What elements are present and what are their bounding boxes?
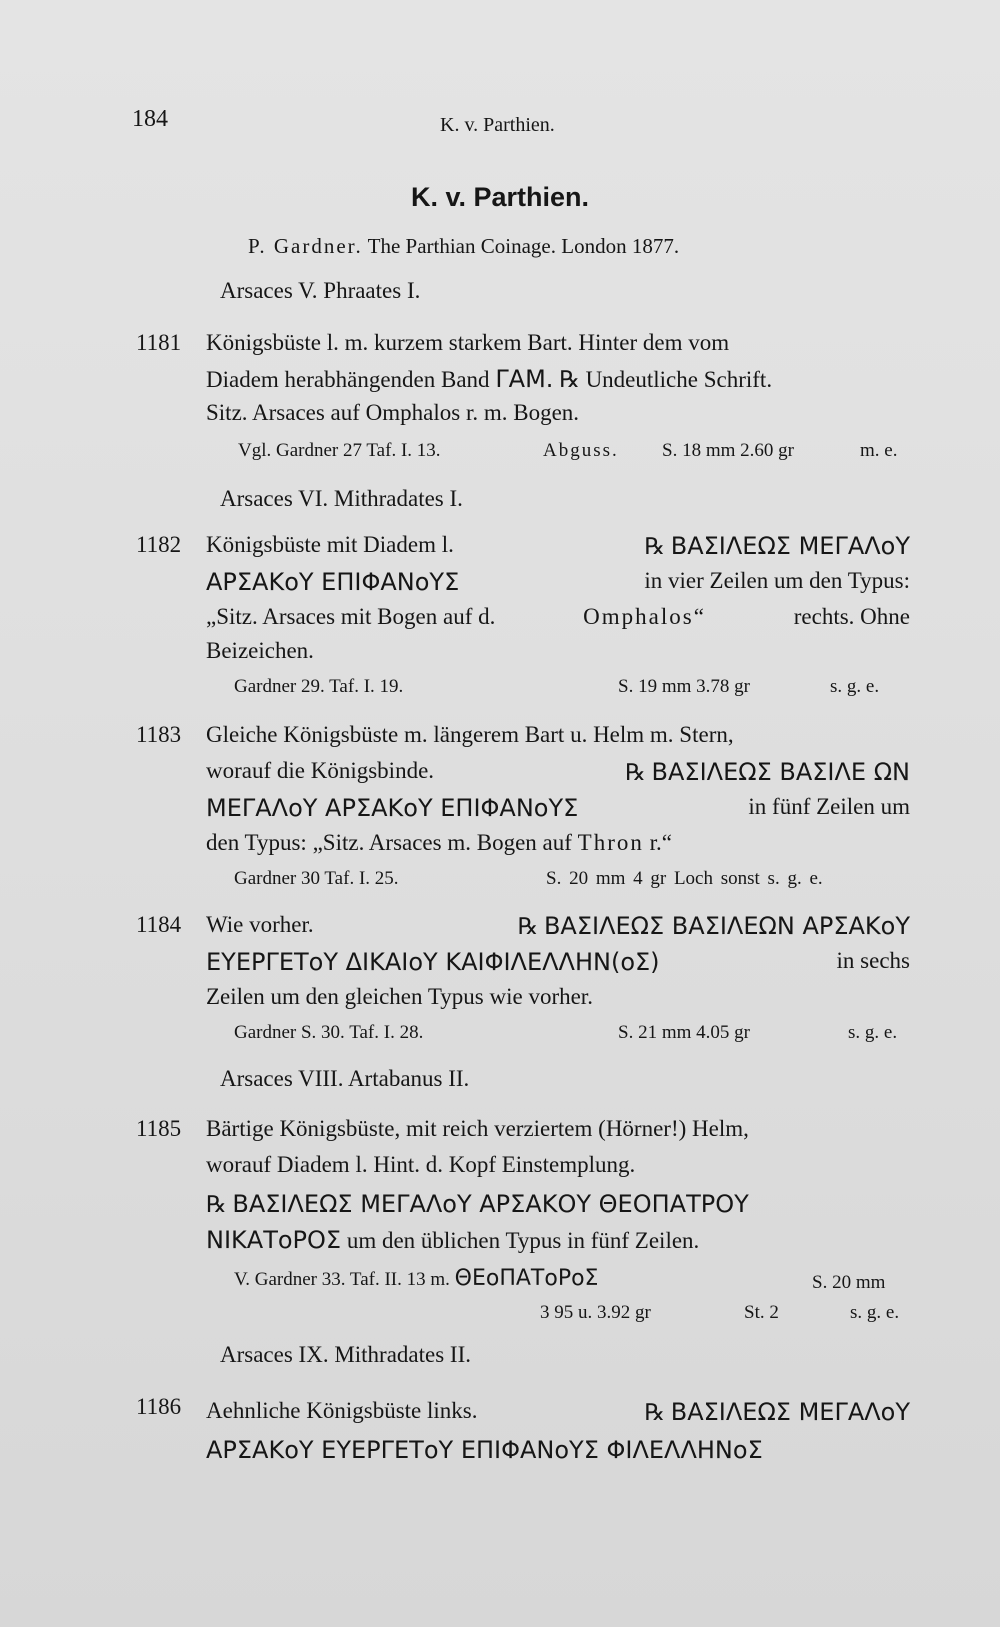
entry-1185-measure: S. 20 mm bbox=[812, 1272, 886, 1293]
entry-1185-grade: s. g. e. bbox=[850, 1302, 900, 1323]
entry-1184-grade: s. g. e. bbox=[848, 1022, 898, 1043]
entry-1182-greek-legend: ΑΡΣΑΚοΥ ΕΠΙΦΑΝοΥΣ bbox=[206, 568, 460, 596]
entry-1183-text: in fünf Zeilen um bbox=[748, 794, 910, 819]
entry-1185-footnote-text: V. Gardner 33. Taf. II. 13 m. bbox=[234, 1269, 450, 1290]
entry-1185-line-1: Bärtige Königsbüste, mit reich verziertem (Hörner!) Helm, bbox=[206, 1116, 749, 1141]
entry-1182-text: in vier Zeilen um den Typus: bbox=[644, 568, 910, 593]
entry-number-1182: 1182 bbox=[136, 532, 182, 557]
entry-1181-grade: m. e. bbox=[860, 440, 898, 461]
recipe-symbol: ℞ bbox=[644, 534, 665, 560]
entry-1183-line-2 bbox=[206, 758, 910, 786]
running-head: K. v. Parthien. bbox=[440, 114, 555, 136]
entry-1182-line-4: Beizeichen. bbox=[206, 638, 314, 663]
section-heading-arsaces-viii: Arsaces VIII. Artabanus II. bbox=[220, 1066, 470, 1091]
entry-1181-greek-legend: ΓΑΜ. bbox=[495, 365, 554, 393]
section-heading-arsaces-v: Arsaces V. Phraates I. bbox=[220, 278, 421, 303]
section-heading-arsaces-vi: Arsaces VI. Mithradates I. bbox=[220, 486, 463, 511]
entry-1184-text: in sechs bbox=[836, 948, 910, 973]
entry-1185-line-2: worauf Diadem l. Hint. d. Kopf Einstemplung. bbox=[206, 1152, 636, 1177]
entry-number-1186: 1186 bbox=[136, 1394, 182, 1419]
entry-1183-line-4 bbox=[206, 830, 672, 856]
entry-1186-line-2 bbox=[206, 1436, 763, 1464]
entry-1184-line-3: Zeilen um den gleichen Typus wie vorher. bbox=[206, 984, 593, 1009]
entry-1181-line-2 bbox=[206, 365, 772, 393]
page-number: 184 bbox=[132, 106, 168, 132]
entry-number-1184: 1184 bbox=[136, 912, 182, 937]
entry-1184-greek-legend: ΕΥΕΡΓΕΤοΥ ΔΙΚΑΙοΥ ΚΑΙΦΙΛΕΛΛΗΝ(οΣ) bbox=[206, 948, 660, 976]
entry-1182-greek-legend: ΒΑΣΙΛΕΩΣ ΜΕΓΑΛοΥ bbox=[670, 532, 910, 560]
entry-number-1183: 1183 bbox=[136, 722, 182, 747]
recipe-symbol: ℞ bbox=[517, 914, 539, 940]
entry-1184-line-2 bbox=[206, 948, 910, 976]
reference-text: The Parthian Coinage. London 1877. bbox=[367, 234, 680, 258]
recipe-symbol: ℞ bbox=[559, 367, 580, 393]
entry-1183-line-3 bbox=[206, 794, 910, 822]
entry-1183-measure: S. 20 mm 4 gr Loch sonst s. g. e. bbox=[546, 868, 823, 889]
entry-1182-spaced-word: Omphalos“ bbox=[583, 604, 706, 629]
entry-1185-line-3 bbox=[206, 1190, 749, 1218]
entry-1183-spaced-word: Thron bbox=[577, 830, 644, 855]
entry-1185-text: um den üblichen Typus in fünf Zeilen. bbox=[346, 1228, 700, 1253]
entry-1185-weight: 3 95 u. 3.92 gr bbox=[540, 1302, 651, 1323]
entry-1184-text: Wie vorher. bbox=[206, 912, 314, 937]
entry-1181-line-1: Königsbüste l. m. kurzem starkem Bart. Hinter dem vom bbox=[206, 330, 730, 355]
entry-1181-line-3: Sitz. Arsaces auf Omphalos r. m. Bogen. bbox=[206, 400, 580, 425]
entry-1181-abguss: Abguss. bbox=[543, 440, 619, 461]
entry-1181-measure: S. 18 mm 2.60 gr bbox=[662, 440, 794, 461]
entry-1182-text: rechts. Ohne bbox=[793, 604, 910, 629]
reference-line bbox=[248, 234, 679, 259]
entry-1186-greek-legend: ΒΑΣΙΛΕΩΣ ΜΕΓΑΛοΥ bbox=[670, 1398, 910, 1426]
entry-1185-footnote-greek: ΘΕοΠΑΤοΡοΣ bbox=[454, 1266, 599, 1291]
entry-1185-footnote-ref bbox=[234, 1266, 598, 1291]
entry-1182-text: Königsbüste mit Diadem l. bbox=[206, 532, 454, 557]
entry-1183-footnote-ref: Gardner 30 Taf. I. 25. bbox=[234, 868, 399, 889]
entry-1182-measure: S. 19 mm 3.78 gr bbox=[618, 676, 750, 697]
entry-1182-text: „Sitz. Arsaces mit Bogen auf d. bbox=[206, 604, 496, 629]
entry-1182-line-2 bbox=[206, 568, 910, 596]
entry-1184-line-1 bbox=[206, 912, 910, 940]
entry-1183-text: r.“ bbox=[649, 830, 672, 855]
entry-1186-line-1 bbox=[206, 1398, 910, 1426]
entry-1185-line-4 bbox=[206, 1226, 699, 1254]
entry-1183-line-1: Gleiche Königsbüste m. längerem Bart u. Helm m. Stern, bbox=[206, 722, 734, 747]
entry-1186-text: Aehnliche Königsbüste links. bbox=[206, 1398, 478, 1423]
entry-number-1181: 1181 bbox=[136, 330, 182, 355]
entry-1182-grade: s. g. e. bbox=[830, 676, 880, 697]
entry-1182-line-3 bbox=[206, 604, 910, 630]
entry-1183-greek-legend: ΜΕΓΑΛοΥ ΑΡΣΑΚοΥ ΕΠΙΦΑΝοΥΣ bbox=[206, 794, 579, 822]
entry-1182-line-1 bbox=[206, 532, 910, 560]
entry-1183-greek-legend: ΒΑΣΙΛΕΩΣ ΒΑΣΙΛΕ ΩΝ bbox=[651, 758, 910, 786]
entry-1185-greek-legend: ΝΙΚΑΤοΡΟΣ bbox=[206, 1226, 342, 1254]
entry-1183-text: worauf die Königsbinde. bbox=[206, 758, 435, 783]
entry-1183-text: den Typus: „Sitz. Arsaces m. Bogen auf bbox=[206, 830, 572, 855]
entry-1185-greek-legend: ΒΑΣΙΛΕΩΣ ΜΕΓΑΛοΥ ΑΡΣΑΚΟΥ ΘΕΟΠΑΤΡΟΥ bbox=[232, 1190, 749, 1218]
entry-1181-footnote-ref: Vgl. Gardner 27 Taf. I. 13. bbox=[238, 440, 441, 461]
entry-1184-greek-legend: ΒΑΣΙΛΕΩΣ ΒΑΣΙΛΕΩΝ ΑΡΣΑΚοΥ bbox=[543, 912, 910, 940]
entry-1181-text: Undeutliche Schrift. bbox=[585, 367, 773, 392]
entry-1184-footnote-ref: Gardner S. 30. Taf. I. 28. bbox=[234, 1022, 424, 1043]
recipe-symbol: ℞ bbox=[644, 1400, 665, 1426]
recipe-symbol: ℞ bbox=[206, 1192, 227, 1218]
entry-number-1185: 1185 bbox=[136, 1116, 182, 1141]
entry-1181-text: Diadem herabhängenden Band bbox=[206, 367, 490, 392]
entry-1186-greek-legend: ΑΡΣΑΚοΥ ΕΥΕΡΓΕΤοΥ ΕΠΙΦΑΝοΥΣ ΦΙΛΕΛΛΗΝοΣ bbox=[206, 1436, 763, 1464]
entry-1182-footnote-ref: Gardner 29. Taf. I. 19. bbox=[234, 676, 404, 697]
recipe-symbol: ℞ bbox=[625, 760, 646, 786]
chapter-heading: K. v. Parthien. bbox=[410, 182, 590, 212]
reference-author: P. Gardner. bbox=[248, 234, 363, 258]
section-heading-arsaces-ix: Arsaces IX. Mithradates II. bbox=[220, 1342, 471, 1367]
entry-1184-measure: S. 21 mm 4.05 gr bbox=[618, 1022, 750, 1043]
entry-1185-stamp: St. 2 bbox=[744, 1302, 779, 1323]
